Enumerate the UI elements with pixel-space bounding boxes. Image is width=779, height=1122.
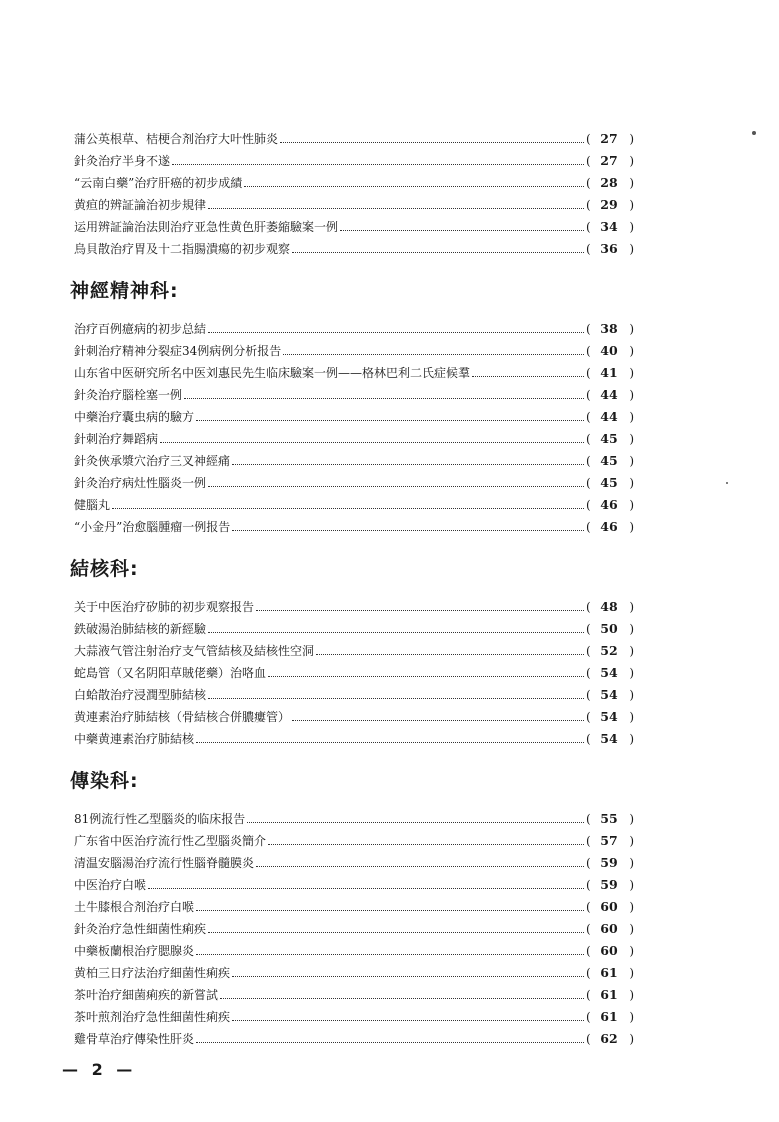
dot-leader: [283, 353, 584, 355]
entry-title: 白蛤散治疗浸潤型肺結核: [74, 688, 207, 702]
toc-entry[interactable]: [74, 494, 634, 516]
entry-title: 关于中医治疗矽肺的初步观察报告: [74, 600, 255, 614]
entry-page-number: 48: [600, 599, 618, 614]
toc-entry[interactable]: [74, 472, 634, 494]
entry-title: 雞骨草治疗傳染性肝炎: [74, 1032, 195, 1046]
open-paren: (: [586, 856, 591, 870]
entry-page-number: 55: [600, 811, 618, 826]
close-paren: ): [629, 988, 634, 1002]
close-paren: ): [629, 220, 634, 234]
toc-entry[interactable]: [74, 808, 634, 830]
toc-entry[interactable]: [74, 516, 634, 538]
entry-title: 黄柏三日疗法治疗細菌性痢疾: [74, 966, 231, 980]
dot-leader: [172, 163, 584, 165]
open-paren: (: [586, 1010, 591, 1024]
open-paren: (: [586, 476, 591, 490]
entry-page-number: 54: [600, 665, 618, 680]
close-paren: ): [629, 710, 634, 724]
open-paren: (: [586, 220, 591, 234]
entry-page-number: 44: [600, 409, 618, 424]
close-paren: ): [629, 732, 634, 746]
dot-leader: [112, 507, 584, 509]
open-paren: (: [586, 922, 591, 936]
entry-page-number: 54: [600, 731, 618, 746]
toc-entry[interactable]: [74, 984, 634, 1006]
open-paren: (: [586, 366, 591, 380]
entry-title: 針灸治疗急性細菌性痢疾: [74, 922, 207, 936]
entry-page-number: 60: [600, 943, 618, 958]
entry-page-number: 44: [600, 387, 618, 402]
toc-section: [74, 128, 634, 260]
dot-leader: [256, 865, 584, 867]
entry-page-number: 27: [600, 131, 618, 146]
toc-entry[interactable]: [74, 406, 634, 428]
toc-section: [70, 556, 634, 750]
dot-leader: [208, 931, 584, 933]
entry-title: 大蒜液气管注射治疗支气管結核及結核性空洞: [74, 644, 315, 658]
dot-leader: [196, 953, 584, 955]
entry-title: 治疗百例癔病的初步总結: [74, 322, 207, 336]
open-paren: (: [586, 410, 591, 424]
entry-page-number: 40: [600, 343, 618, 358]
toc-entry[interactable]: [74, 962, 634, 984]
close-paren: ): [629, 688, 634, 702]
section-title: 結核科:: [70, 558, 139, 580]
scan-speck: [752, 131, 756, 135]
toc-entry[interactable]: [74, 172, 634, 194]
section-title: 神經精神科:: [70, 280, 179, 302]
entry-page-number: 34: [600, 219, 618, 234]
entry-title: 中藥治疗囊虫病的驗方: [74, 410, 195, 424]
dot-leader: [232, 1019, 584, 1021]
toc-entry[interactable]: [74, 684, 634, 706]
close-paren: ): [629, 856, 634, 870]
toc-entry[interactable]: [74, 852, 634, 874]
entry-title: 中藥板蘭根治疗腮腺炎: [74, 944, 195, 958]
entry-page-number: 61: [600, 1009, 618, 1024]
entry-page-number: 46: [600, 519, 618, 534]
close-paren: ): [629, 900, 634, 914]
entry-title: 运用辨証論治法則治疗亚急性黄色肝萎縮驗案一例: [74, 220, 339, 234]
close-paren: ): [629, 476, 634, 490]
toc-entry[interactable]: [74, 918, 634, 940]
close-paren: ): [629, 432, 634, 446]
toc-entry[interactable]: [74, 450, 634, 472]
close-paren: ): [629, 520, 634, 534]
dot-leader: [472, 375, 584, 377]
toc-entry[interactable]: [74, 830, 634, 852]
entry-title: 針刺治疗舞蹈病: [74, 432, 159, 446]
toc-entry[interactable]: [74, 640, 634, 662]
dot-leader: [340, 229, 584, 231]
open-paren: (: [586, 432, 591, 446]
toc-entry[interactable]: [74, 194, 634, 216]
close-paren: ): [629, 176, 634, 190]
dot-leader: [208, 207, 584, 209]
entry-page-number: 50: [600, 621, 618, 636]
close-paren: ): [629, 322, 634, 336]
close-paren: ): [629, 812, 634, 826]
close-paren: ): [629, 600, 634, 614]
entry-title: 蒲公英根草、桔梗合剂治疗大叶性肺炎: [74, 132, 279, 146]
dot-leader: [232, 975, 584, 977]
entry-page-number: 45: [600, 431, 618, 446]
open-paren: (: [586, 322, 591, 336]
dot-leader: [220, 997, 584, 999]
toc-entry[interactable]: [74, 940, 634, 962]
toc-entry[interactable]: [74, 150, 634, 172]
entry-page-number: 60: [600, 921, 618, 936]
close-paren: ): [629, 242, 634, 256]
close-paren: ): [629, 154, 634, 168]
dot-leader: [196, 419, 584, 421]
entry-page-number: 29: [600, 197, 618, 212]
open-paren: (: [586, 666, 591, 680]
dot-leader: [208, 331, 584, 333]
entry-page-number: 57: [600, 833, 618, 848]
entry-title: “小金丹”治愈腦腫瘤一例报告: [74, 520, 231, 534]
dot-leader: [268, 675, 584, 677]
open-paren: (: [586, 834, 591, 848]
close-paren: ): [629, 944, 634, 958]
close-paren: ): [629, 878, 634, 892]
entry-title: 黄連素治疗肺結核（骨結核合併膿瘻管）: [74, 710, 291, 724]
toc-entry[interactable]: [74, 1028, 634, 1050]
entry-title: 烏貝散治疗胃及十二指腸潰瘍的初步观察: [74, 242, 291, 256]
open-paren: (: [586, 1032, 591, 1046]
toc-entry[interactable]: [74, 596, 634, 618]
toc-entry[interactable]: [74, 874, 634, 896]
toc-entry[interactable]: [74, 728, 634, 750]
dot-leader: [232, 463, 584, 465]
open-paren: (: [586, 944, 591, 958]
toc-entry[interactable]: [74, 362, 634, 384]
toc-section: [70, 768, 634, 1050]
entry-title: 針灸治疗腦栓塞一例: [74, 388, 183, 402]
toc-entry[interactable]: [74, 128, 634, 150]
dot-leader: [208, 485, 584, 487]
open-paren: (: [586, 878, 591, 892]
entry-title: 黄疸的辨証論治初步規律: [74, 198, 207, 212]
entry-title: 鉄破湯治肺結核的新經驗: [74, 622, 207, 636]
open-paren: (: [586, 388, 591, 402]
close-paren: ): [629, 132, 634, 146]
entry-title: 81例流行性乙型腦炎的临床报告: [74, 812, 246, 826]
toc-section: [70, 278, 634, 538]
open-paren: (: [586, 900, 591, 914]
dot-leader: [244, 185, 584, 187]
dot-leader: [247, 821, 584, 823]
entry-page-number: 45: [600, 475, 618, 490]
toc-entry[interactable]: [74, 216, 634, 238]
entry-page-number: 41: [600, 365, 618, 380]
open-paren: (: [586, 154, 591, 168]
toc-entry[interactable]: [74, 340, 634, 362]
entry-title: 茶叶治疗細菌痢疾的新嘗試: [74, 988, 219, 1002]
open-paren: (: [586, 710, 591, 724]
close-paren: ): [629, 622, 634, 636]
toc-entry[interactable]: [74, 384, 634, 406]
entry-page-number: 60: [600, 899, 618, 914]
toc-entry[interactable]: [74, 618, 634, 640]
entry-page-number: 36: [600, 241, 618, 256]
dot-leader: [184, 397, 584, 399]
entry-title: “云南白藥”治疗肝癌的初步成績: [74, 176, 243, 190]
open-paren: (: [586, 622, 591, 636]
dot-leader: [208, 697, 584, 699]
scan-speck: [726, 482, 728, 484]
entry-title: 針灸治疗病灶性腦炎一例: [74, 476, 207, 490]
close-paren: ): [629, 454, 634, 468]
close-paren: ): [629, 198, 634, 212]
entry-page-number: 61: [600, 965, 618, 980]
close-paren: ): [629, 644, 634, 658]
toc-entry[interactable]: [74, 896, 634, 918]
toc-entry[interactable]: [74, 318, 634, 340]
open-paren: (: [586, 198, 591, 212]
dot-leader: [208, 631, 584, 633]
entry-title: 山东省中医研究所名中医刘惠民先生临床驗案一例——格林巴利二氏症候羣: [74, 366, 471, 380]
open-paren: (: [586, 132, 591, 146]
open-paren: (: [586, 600, 591, 614]
dot-leader: [316, 653, 584, 655]
dot-leader: [196, 1041, 584, 1043]
dot-leader: [196, 909, 584, 911]
entry-title: 茶叶煎剂治疗急性細菌性痢疾: [74, 1010, 231, 1024]
entry-page-number: 52: [600, 643, 618, 658]
close-paren: ): [629, 966, 634, 980]
entry-page-number: 28: [600, 175, 618, 190]
entry-title: 清温安腦湯治疗流行性腦脊髓膜炎: [74, 856, 255, 870]
toc-entry[interactable]: [74, 706, 634, 728]
dot-leader: [280, 141, 584, 143]
close-paren: ): [629, 922, 634, 936]
close-paren: ): [629, 1010, 634, 1024]
entry-page-number: 62: [600, 1031, 618, 1046]
entry-page-number: 61: [600, 987, 618, 1002]
entry-page-number: 45: [600, 453, 618, 468]
entry-title: 針刺治疗精神分裂症34例病例分析报告: [74, 344, 282, 358]
entry-title: 針灸俠承漿穴治疗三叉神經痛: [74, 454, 231, 468]
dot-leader: [196, 741, 584, 743]
entry-title: 广东省中医治疗流行性乙型腦炎簡介: [74, 834, 267, 848]
open-paren: (: [586, 988, 591, 1002]
close-paren: ): [629, 388, 634, 402]
toc-entry[interactable]: [74, 1006, 634, 1028]
open-paren: (: [586, 454, 591, 468]
entry-page-number: 46: [600, 497, 618, 512]
open-paren: (: [586, 520, 591, 534]
dot-leader: [268, 843, 584, 845]
entry-page-number: 54: [600, 709, 618, 724]
dot-leader: [292, 251, 584, 253]
entry-title: 土牛膝根合剂治疗白喉: [74, 900, 195, 914]
close-paren: ): [629, 666, 634, 680]
table-of-contents: [70, 128, 634, 1068]
open-paren: (: [586, 344, 591, 358]
page-number: — 2 —: [62, 1060, 137, 1079]
open-paren: (: [586, 732, 591, 746]
toc-entry[interactable]: [74, 428, 634, 450]
entry-page-number: 59: [600, 855, 618, 870]
entry-title: 中藥黄連素治疗肺結核: [74, 732, 195, 746]
entry-page-number: 54: [600, 687, 618, 702]
close-paren: ): [629, 366, 634, 380]
toc-entry[interactable]: [74, 238, 634, 260]
entry-title: 蛇島管（又名阴阳草賊佬藥）治咯血: [74, 666, 267, 680]
entry-title: 針灸治疗半身不遂: [74, 154, 171, 168]
entry-page-number: 59: [600, 877, 618, 892]
open-paren: (: [586, 812, 591, 826]
dot-leader: [256, 609, 584, 611]
close-paren: ): [629, 834, 634, 848]
entry-page-number: 27: [600, 153, 618, 168]
close-paren: ): [629, 410, 634, 424]
section-title: 傳染科:: [70, 770, 139, 792]
toc-entry[interactable]: [74, 662, 634, 684]
open-paren: (: [586, 242, 591, 256]
dot-leader: [232, 529, 584, 531]
close-paren: ): [629, 498, 634, 512]
open-paren: (: [586, 966, 591, 980]
entry-title: 中医治疗白喉: [74, 878, 147, 892]
entry-page-number: 38: [600, 321, 618, 336]
dot-leader: [148, 887, 584, 889]
close-paren: ): [629, 344, 634, 358]
open-paren: (: [586, 644, 591, 658]
open-paren: (: [586, 688, 591, 702]
open-paren: (: [586, 498, 591, 512]
open-paren: (: [586, 176, 591, 190]
entry-title: 健腦丸: [74, 498, 111, 512]
dot-leader: [160, 441, 584, 443]
dot-leader: [292, 719, 584, 721]
close-paren: ): [629, 1032, 634, 1046]
